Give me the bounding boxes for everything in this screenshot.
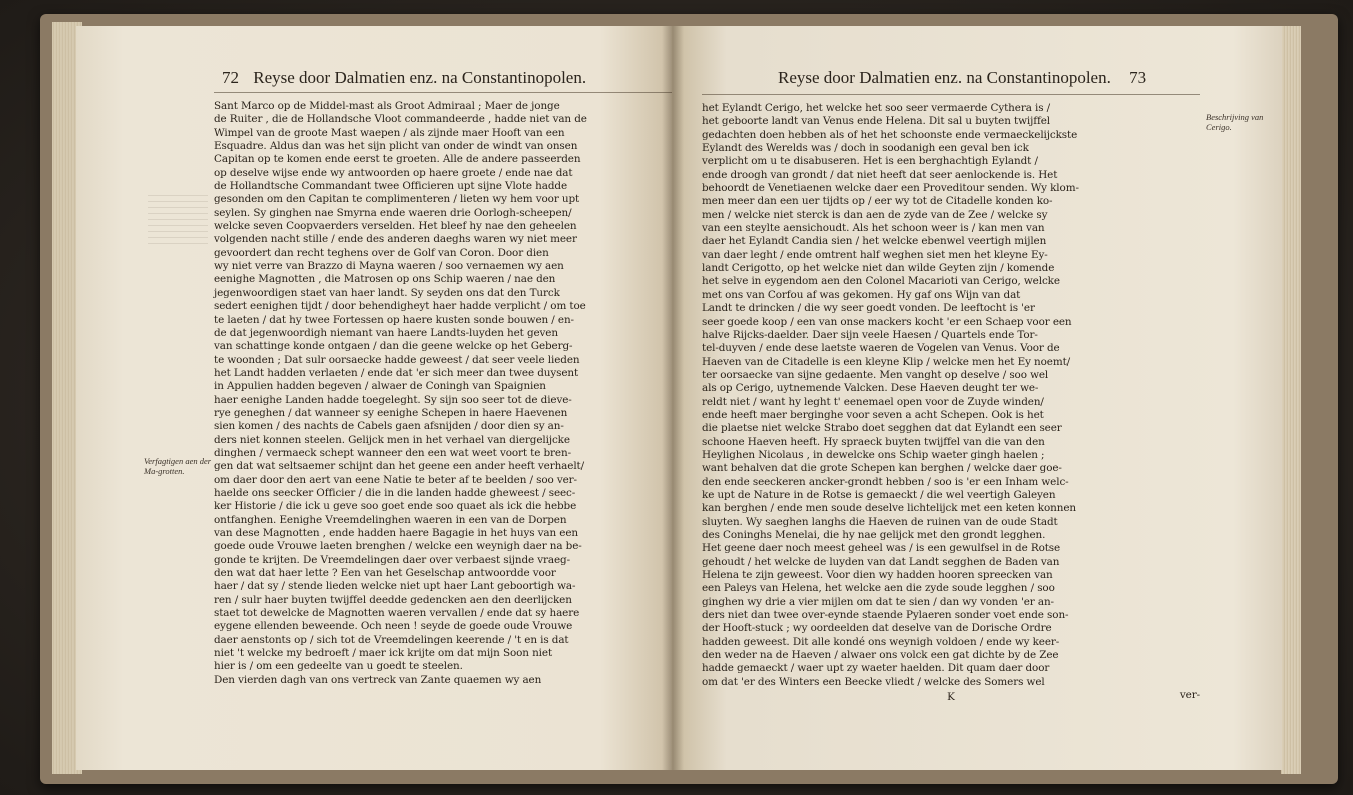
text-line: sien komen / des nachts de Cabels gaen afsnijden / door dien sy an- — [214, 420, 564, 433]
text-line: op deselve wijse ende wy antwoorden op haere groete / ende nae dat — [214, 166, 573, 179]
text-line: ke upt de Nature in de Rotse is gemaeckt / die wel veertigh Galeyen — [702, 488, 1056, 501]
text-line: in Appulien hadden begeven / alwaer de Coningh van Spaignien — [214, 380, 546, 393]
text-line: staet tot dewelcke de Magnotten waeren vervallen / ende dat sy haere — [214, 607, 580, 620]
right-body-text — [702, 102, 1200, 702]
text-line: Helena te zijn geweest. Voor dien wy hadden hooren spreecken van — [702, 569, 1053, 582]
text-line: der Hooft-stuck ; wy oordeelden dat deselve van de Dorische Ordre — [702, 622, 1052, 635]
text-line: het selve in eygendom aen den Colonel Macarioti van Cerigo, welcke — [702, 275, 1060, 288]
text-line: goede oude Vrouwe laeten brenghen / welcke een weynigh daer na be- — [214, 540, 582, 553]
left-running-title: Reyse door Dalmatien enz. na Constantinopolen. — [253, 68, 587, 87]
right-page — [672, 26, 1282, 770]
text-line: te laeten / dat hy twee Fortessen op haere kusten sonde bouwen / en- — [214, 313, 574, 326]
left-marginal-note: Verfagtigen aen der Ma-grotten. — [144, 456, 212, 476]
text-line: rye geneghen / dat wanneer sy eenighe Schepen in haere Haevenen — [214, 406, 568, 419]
text-line: Het geene daer noch meest geheel was / is een gewulfsel in de Rotse — [702, 542, 1061, 555]
text-line: Heylighen Nicolaus , in dewelcke ons Schip waeter gingh haelen ; — [702, 448, 1045, 461]
text-line: Haeven van de Citadelle is een kleyne Klip / welcke men het Ey noemt/ — [702, 355, 1071, 368]
right-page-header — [778, 68, 1146, 88]
text-line: Sant Marco op de Middel-mast als Groot Admiraal ; Maer de jonge — [214, 100, 560, 112]
text-line: de Ruiter , die de Hollandsche Vloot commandeerde , hadde niet van de — [214, 113, 587, 126]
text-line: den weder na de Haeven / alwaer ons volck een gat dichte by de Zee — [702, 649, 1059, 662]
text-line: gedachten doen hebben als of het het schoonste ende vermaeckelijckste — [702, 128, 1078, 141]
text-line: van een steylte aensichoudt. Als het schoon weer is / kan men van — [702, 222, 1045, 235]
text-line: ende heeft maer berginghe voor seven a acht Schepen. Ook is het — [702, 408, 1044, 421]
text-line: Eylandt des Werelds was / doch in soodanigh een geval ben ick — [702, 142, 1029, 155]
page-edges-right — [1281, 26, 1301, 774]
catchword — [214, 687, 710, 700]
text-line: ter oorsaecke van sijne gedaente. Men vanght op deselve / soo wel — [702, 368, 1049, 381]
text-line: tel-duyven / ende dese laetste waeren de Vogelen van Venus. Voor de — [702, 342, 1060, 355]
left-page-number: 72 — [222, 68, 239, 87]
text-line: wy niet verre van Brazzo di Mayna waeren / soo vernaemen wy aen — [214, 260, 564, 273]
text-line: ren / sulr haer buyten twijffel deedde gedencken aen den deerlijcken — [214, 593, 572, 606]
text-line: gesonden om den Capitan te complimenteren / lieten wy hem voor upt — [214, 193, 580, 206]
text-line: welcke seven Coopvaerders verselden. Het bleef hy nae den geheelen — [214, 220, 577, 233]
text-line: van schattinge konde ontgaen / dan die geene welcke op het Geberg- — [214, 340, 573, 353]
text-line: eygene ellenden beweende. Och neen ! seyde de goede oude Vrouwe — [214, 620, 573, 633]
text-line: de Hollandtsche Commandant twee Officieren upt sijne Vlote hadde — [214, 180, 567, 193]
text-line: om daer door den aert van eene Natie te beter af te beelden / soo ver- — [214, 473, 577, 486]
text-line: haer eenighe Landen hadde toegeleght. Sy sijn soo seer tot de dieve- — [214, 393, 572, 406]
text-line: Landt te drincken / die wy seer goedt vonden. De leeftocht is 'er — [702, 302, 1035, 315]
text-line: Den vierden dagh van ons vertreck van Zante quaemen wy aen — [214, 673, 542, 686]
text-line: gevoordert dan recht teghens over de Golf van Coron. Door dien — [214, 246, 549, 259]
text-line: men / welcke niet sterck is dan aen de zyde van de Zee / welcke sy — [702, 208, 1048, 221]
left-body-text — [214, 100, 710, 700]
text-line: die plaetse niet welcke Strabo doet segghen dat dat Eylandt een seer — [702, 422, 1062, 435]
text-line: Esquadre. Aldus dan was het sijn plicht van onder de windt van onsen — [214, 140, 578, 153]
text-line: om dat 'er des Winters een Beecke vliedt / welcke des Somers wel — [702, 675, 1045, 688]
text-line: gonde te krijten. De Vreemdelingen daer over verbaest sijnde vraeg- — [214, 553, 571, 566]
text-line: verplicht om u te disabuseren. Het is een berghachtigh Eylandt / — [702, 155, 1038, 168]
text-line: hier is / om een gedeelte van u goedt te steelen. — [214, 660, 463, 673]
text-line: daer het Eylandt Candia sien / het welcke ebenwel veertigh mijlen — [702, 235, 1047, 248]
text-line: volgenden nacht stille / ende des anderen daeghs waren wy niet meer — [214, 233, 577, 246]
text-line: te woonden ; Dat sulr oorsaecke hadde geweest / dat seer veele lieden — [214, 353, 580, 366]
text-line: ker Historie / die ick u geve soo goet ende soo quaet als ick die hebbe — [214, 500, 577, 513]
text-line: want behalven dat die grote Schepen kan berghen / welcke daer goe- — [702, 462, 1062, 475]
text-line: het Landt hadden verlaeten / ende dat 'er sich meer dan twee duysent — [214, 366, 579, 379]
text-line: Capitan op te komen ende eerst te groeten. Alle de andere passeerden — [214, 153, 581, 166]
text-line: den wat dat haer lette ? Een van het Geselschap antwoordde voor — [214, 567, 556, 580]
text-line: niet 't welcke my bedroeft / maer ick krijte om dat mijn Soon niet — [214, 647, 553, 660]
text-line: Wimpel van de groote Mast waepen / als zijnde maer Hooft van een — [214, 126, 565, 139]
text-line: het geboorte landt van Venus ende Helena. Dit sal u buyten twijffel — [702, 115, 1051, 128]
text-line: seylen. Sy ginghen nae Smyrna ende waeren drie Oorlogh-scheepen/ — [214, 206, 572, 219]
left-header-rule — [214, 92, 710, 93]
text-line: ontfanghen. Eenighe Vreemdelinghen waeren in een van de Dorpen — [214, 513, 567, 526]
right-marginal-note: Beschrijving van Cerigo. — [1206, 112, 1264, 132]
text-line: een Paleys van Helena, het welcke aen die zyde soude legghen / soo — [702, 582, 1055, 595]
text-line: van dese Magnotten , ende hadden haere Bagagie in het huys van een — [214, 527, 578, 539]
left-page — [76, 26, 672, 770]
text-line: landt Cerigotto, op het welcke niet dan wilde Geyten zijn / komende — [702, 262, 1055, 275]
text-line: gehoudt / het welcke de luyden van dat Landt segghen de Baden van — [702, 555, 1060, 568]
text-line: des Coninghs Menelai, die hy nae gelijck met den grondt legghen. — [702, 529, 1046, 541]
text-line: behoordt de Venetiaenen welcke daer een Proveditour senden. Wy klom- — [702, 182, 1079, 195]
text-line: jegenwoordigen staet van haer landt. Sy seyden ons dat den Turck — [214, 286, 560, 299]
text-line: den ende seeckeren ancker-grondt hebben / soo is 'er een Inham welc- — [702, 475, 1069, 488]
left-page-header — [222, 68, 586, 88]
text-line: sluyten. Wy saeghen langhs die Haeven de ruinen van de oude Stadt — [702, 515, 1058, 528]
text-line: reldt niet / want hy leght t' eenemael open voor de Zuyde winden/ — [702, 395, 1044, 408]
text-line: halve Rijcks-daelder. Daer sijn veele Haesen / Quartels ende Tor- — [702, 328, 1038, 341]
text-line: het Eylandt Cerigo, het welcke het soo seer vermaerde Cythera is / — [702, 102, 1051, 114]
text-line: met ons van Corfou af was gekomen. Hy gaf ons Wijn van dat — [702, 288, 1021, 301]
right-header-rule — [702, 94, 1200, 95]
text-line: haelde ons seecker Officier / die in die landen hadde gheweest / seec- — [214, 486, 576, 499]
text-line: dinghen / vermaeck schept wanneer den een wat weet voort te bren- — [214, 446, 571, 459]
text-line: de dat jegenwoordigh niemant van haere Landts-luyden het geven — [214, 326, 558, 339]
right-page-number: 73 — [1129, 68, 1147, 87]
text-line: ders niet dan twee over-eynde staende Pylaeren sonder voet ende son- — [702, 609, 1069, 622]
right-running-title: Reyse door Dalmatien enz. na Constantinopolen. — [778, 68, 1111, 87]
text-line: sedert eenighen tijdt / door behendigheyt haer hadde verplicht / om toe — [214, 300, 586, 313]
text-line: eenighe Magnotten , die Matrosen op ons Schip waeren / nae den — [214, 273, 556, 286]
text-line: van daer leght / ende omtrent half weghen siet men het kleyne Ey- — [702, 248, 1048, 261]
text-line: men meer dan een uer tijdts op / eer wy tot de Citadelle konden ko- — [702, 195, 1053, 208]
text-line: daer aenstonts op / sich tot de Vreemdelingen keerende / 't en is dat — [214, 633, 569, 646]
text-line: haer / dat sy / stende lieden welcke niet upt haer Lant geboortigh wa- — [214, 580, 576, 593]
text-line: hadden geweest. Dit alle kondé ons weynigh voldoen / ende wy keer- — [702, 635, 1060, 648]
text-line: ders niet konnen steelen. Gelijck men in het verhael van diergelijcke — [214, 433, 570, 446]
catchword: ver- — [1179, 689, 1200, 702]
text-line: kan berghen / ende men soude deselve lichtelijck met een keten konnen — [702, 502, 1076, 515]
signature-mark: K — [947, 691, 955, 704]
text-line: gen dat wat seltsaemer schijnt dan het geene een ander heeft verhaelt/ — [214, 460, 585, 473]
text-line: seer goede koop / een van onse mackers kocht 'er een Schaep voor een — [702, 315, 1072, 328]
text-line: als op Cerigo, uytnemende Valcken. Dese Haeven deught ter we- — [702, 382, 1039, 395]
text-line: ginghen wy drie a vier mijlen om dat te sien / dan wy vonden 'er an- — [702, 595, 1054, 608]
text-line: ende droogh van grondt / dat niet heeft dat seer aenlockende is. Het — [702, 168, 1058, 181]
text-line: hadde gemaeckt / waer upt zy waeter haelden. Dit quam daer door — [702, 662, 1050, 675]
text-line: schoone Haeven heeft. Hy spraeck buyten twijffel van die van den — [702, 435, 1045, 448]
book-gutter — [662, 26, 684, 770]
show-through — [148, 194, 208, 244]
